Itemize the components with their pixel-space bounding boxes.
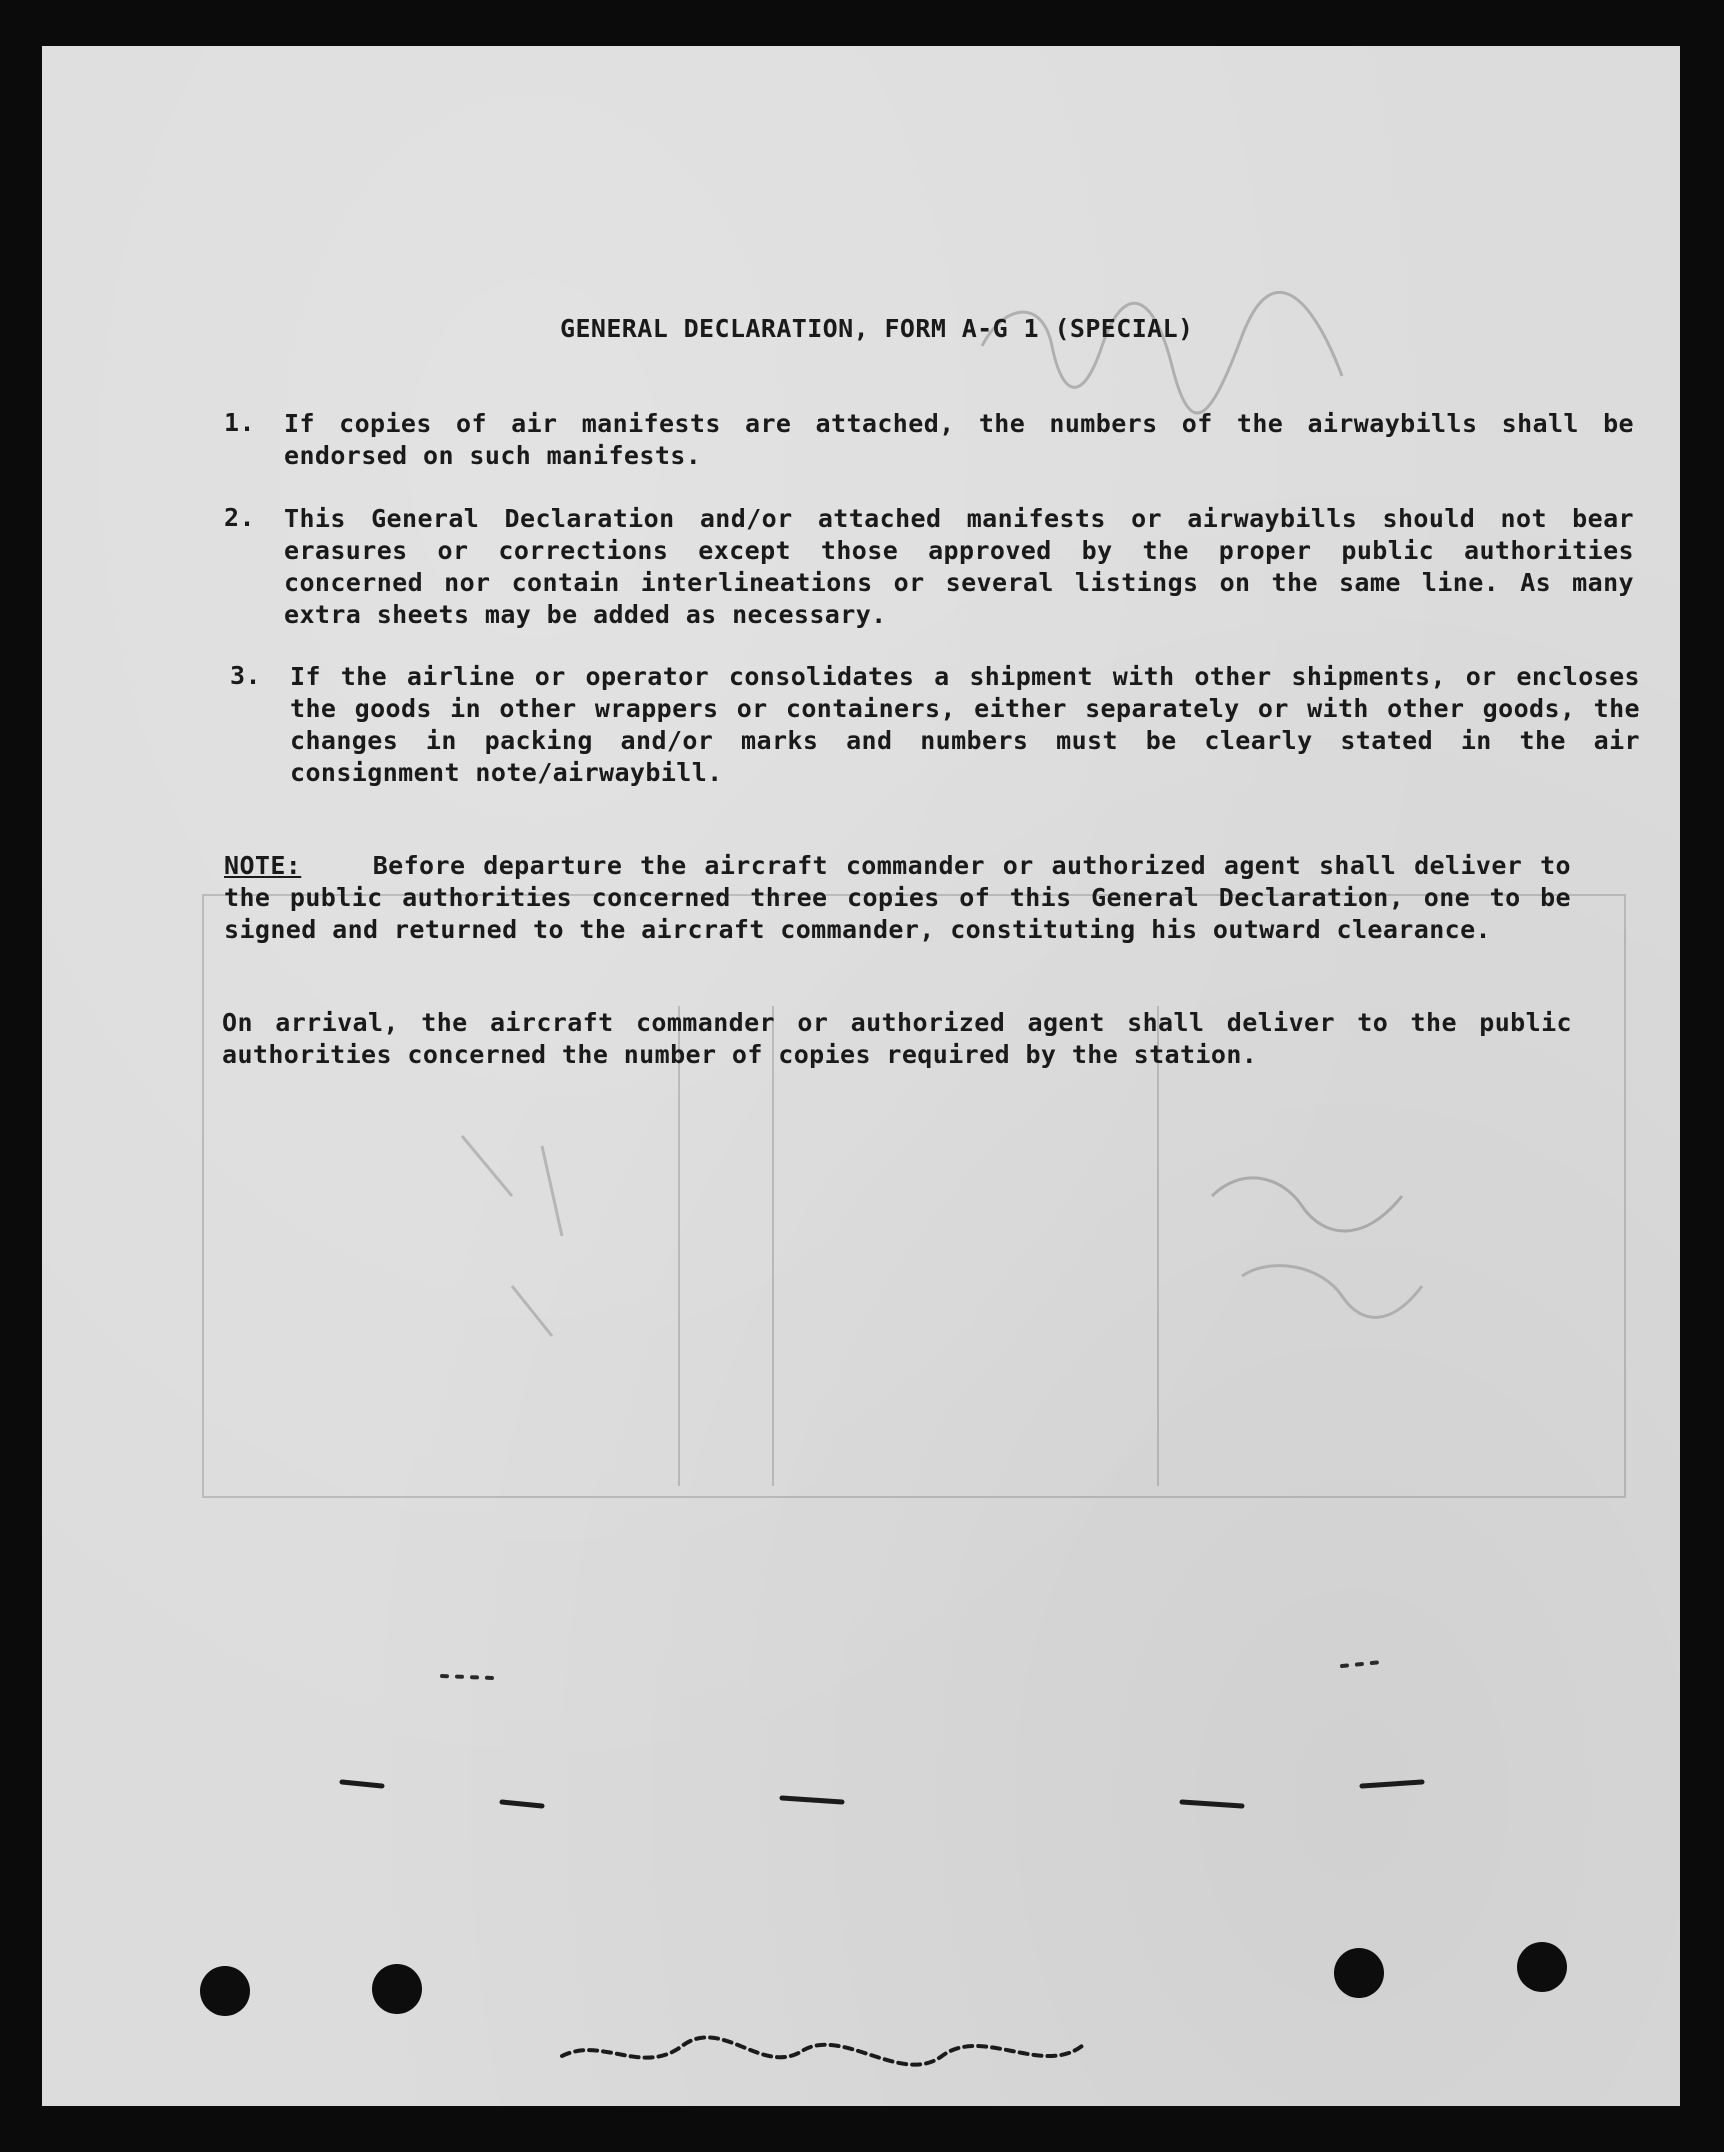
note-paragraph: [224, 850, 1571, 946]
punch-hole: [372, 1964, 422, 2014]
pencil-marks: [42, 46, 1680, 2106]
item-text: If the airline or operator consolidates a shipment with other shipments, or encloses the goods in other wrappers or containers, either separately or with other goods, the changes in packing and/or marks and numbers must be clearly stated in the air consignment note/airwaybill.: [290, 662, 1640, 787]
note-text: Before departure the aircraft commander or authorized agent shall deliver to the public authorities concerned three copies of this General Declaration, one to be signed and returned to the aircraft commander, constituting his outward clearance.: [224, 851, 1572, 944]
item-text: This General Declaration and/or attached manifests or airwaybills should not bear erasures or corrections except those approved by the proper public authorities concerned nor contain interlineations or several listings on the same line. As many extra sheets may be added as necessary.: [284, 504, 1634, 629]
note-label: NOTE:: [224, 851, 302, 880]
form-title: GENERAL DECLARATION, FORM A-G 1 (SPECIAL): [560, 314, 1194, 343]
item-number: 2.: [224, 503, 255, 532]
punch-hole: [1334, 1948, 1384, 1998]
instruction-item: [224, 408, 1634, 472]
item-number: 3.: [230, 661, 261, 690]
punch-hole: [200, 1966, 250, 2016]
item-text: If copies of air manifests are attached, the numbers of the airwaybills shall be endorsed on such manifests.: [284, 409, 1634, 470]
document-page: [42, 46, 1680, 2106]
instruction-item: [230, 661, 1640, 789]
arrival-paragraph: On arrival, the aircraft commander or authorized agent shall deliver to the public authorities concerned the number of copies required by the station.: [222, 1008, 1572, 1069]
punch-hole: [1517, 1942, 1567, 1992]
item-number: 1.: [224, 408, 255, 437]
instruction-item: [224, 503, 1634, 631]
